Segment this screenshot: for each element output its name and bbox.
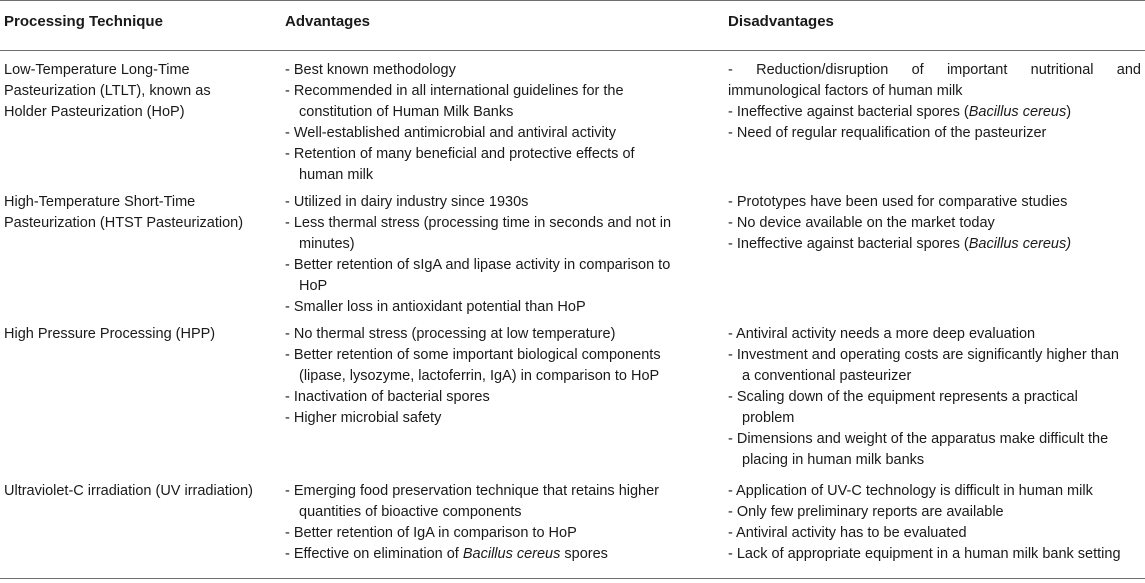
row-ltlt-technique <box>4 60 272 123</box>
row-uv-technique <box>4 481 272 502</box>
technique-line: Pasteurization (HTST Pasteurization) <box>4 215 244 231</box>
disadvantage-item: - Application of UV-C technology is difficult in human milk <box>728 483 1093 499</box>
advantage-item: - Better retention of IgA in comparison to HoP <box>285 525 577 541</box>
species-name: Bacillus cereus <box>968 104 1067 120</box>
disadvantage-item: - Antiviral activity has to be evaluated <box>728 525 967 541</box>
advantage-item-continuation: human milk <box>299 167 374 183</box>
row-htst-advantages <box>285 192 703 318</box>
advantage-item: - Well-established antimicrobial and antiviral activity <box>285 125 616 141</box>
row-hpp-technique <box>4 324 272 345</box>
row-ltlt-advantages <box>285 60 703 186</box>
header-processing-technique: Processing Technique <box>4 13 163 30</box>
advantage-item: - Smaller loss in antioxidant potential than HoP <box>285 299 586 315</box>
advantage-item: - Inactivation of bacterial spores <box>285 389 490 405</box>
advantage-item: - Utilized in dairy industry since 1930s <box>285 194 529 210</box>
item-text: - Ineffective against bacterial spores ( <box>728 104 969 120</box>
advantage-item: - Better retention of sIgA and lipase activity in comparison to <box>285 257 671 273</box>
species-name: Bacillus cereus) <box>968 236 1072 252</box>
advantage-item-continuation: minutes) <box>299 236 355 252</box>
disadvantage-item: - Investment and operating costs are significantly higher than <box>728 347 1119 363</box>
advantage-item: - Better retention of some important biological components <box>285 347 661 363</box>
table-top-rule <box>0 0 1145 1</box>
technique-line: High Pressure Processing (HPP) <box>4 326 216 342</box>
header-disadvantages: Disadvantages <box>728 13 834 30</box>
item-text: - Effective on elimination of <box>285 546 463 562</box>
table-bottom-rule <box>0 578 1145 579</box>
row-htst-technique <box>4 192 272 234</box>
advantage-item: - Emerging food preservation technique that retains higher <box>285 483 659 499</box>
technique-line: Ultraviolet-C irradiation (UV irradiation) <box>4 483 253 499</box>
species-name: Bacillus cereus <box>462 546 561 562</box>
row-uv-disadvantages <box>728 481 1141 565</box>
technique-line: Pasteurization (LTLT), known as <box>4 83 211 99</box>
disadvantage-item: - Lack of appropriate equipment in a human milk bank setting <box>728 546 1121 562</box>
disadvantage-item <box>728 234 1141 255</box>
disadvantage-item: - Antiviral activity needs a more deep evaluation <box>728 326 1036 342</box>
disadvantage-item: - Need of regular requalification of the pasteurizer <box>728 125 1047 141</box>
advantage-item: - Retention of many beneficial and protective effects of <box>285 146 635 162</box>
advantage-item: - Recommended in all international guidelines for the <box>285 83 624 99</box>
row-ltlt-disadvantages <box>728 60 1141 144</box>
item-text: - Ineffective against bacterial spores ( <box>728 236 969 252</box>
technique-line: Low-Temperature Long-Time <box>4 62 190 78</box>
advantage-item: - No thermal stress (processing at low temperature) <box>285 326 616 342</box>
disadvantage-item-continuation: problem <box>742 410 795 426</box>
disadvantage-item: - Scaling down of the equipment represents a practical <box>728 389 1078 405</box>
disadvantage-item: - Reduction/disruption of important nutritional and <box>728 62 1141 78</box>
item-text: ) <box>1066 104 1072 120</box>
disadvantage-item: - Dimensions and weight of the apparatus make difficult the <box>728 431 1109 447</box>
disadvantage-item-continuation: immunological factors of human milk <box>728 83 963 99</box>
advantage-item: - Less thermal stress (processing time in seconds and not in <box>285 215 672 231</box>
header-rule <box>0 50 1145 51</box>
advantage-item: - Best known methodology <box>285 62 456 78</box>
advantage-item <box>285 544 703 565</box>
technique-line: High-Temperature Short-Time <box>4 194 196 210</box>
row-htst-disadvantages <box>728 192 1141 255</box>
advantage-item: - Higher microbial safety <box>285 410 442 426</box>
advantage-item-continuation: (lipase, lysozyme, lactoferrin, IgA) in comparison to HoP <box>299 368 660 384</box>
row-hpp-advantages <box>285 324 703 429</box>
advantage-item-continuation: constitution of Human Milk Banks <box>299 104 514 120</box>
disadvantage-item <box>728 102 1141 123</box>
advantage-item-continuation: HoP <box>299 278 328 294</box>
row-uv-advantages <box>285 481 703 565</box>
technique-line: Holder Pasteurization (HoP) <box>4 104 185 120</box>
header-advantages: Advantages <box>285 13 371 30</box>
item-text: spores <box>560 546 608 562</box>
disadvantage-item-continuation: placing in human milk banks <box>742 452 925 468</box>
disadvantage-item-continuation: a conventional pasteurizer <box>742 368 912 384</box>
disadvantage-item: - Prototypes have been used for comparative studies <box>728 194 1068 210</box>
disadvantage-item: - Only few preliminary reports are available <box>728 504 1004 520</box>
advantage-item-continuation: quantities of bioactive components <box>299 504 522 520</box>
disadvantage-item: - No device available on the market today <box>728 215 995 231</box>
row-hpp-disadvantages <box>728 324 1141 471</box>
